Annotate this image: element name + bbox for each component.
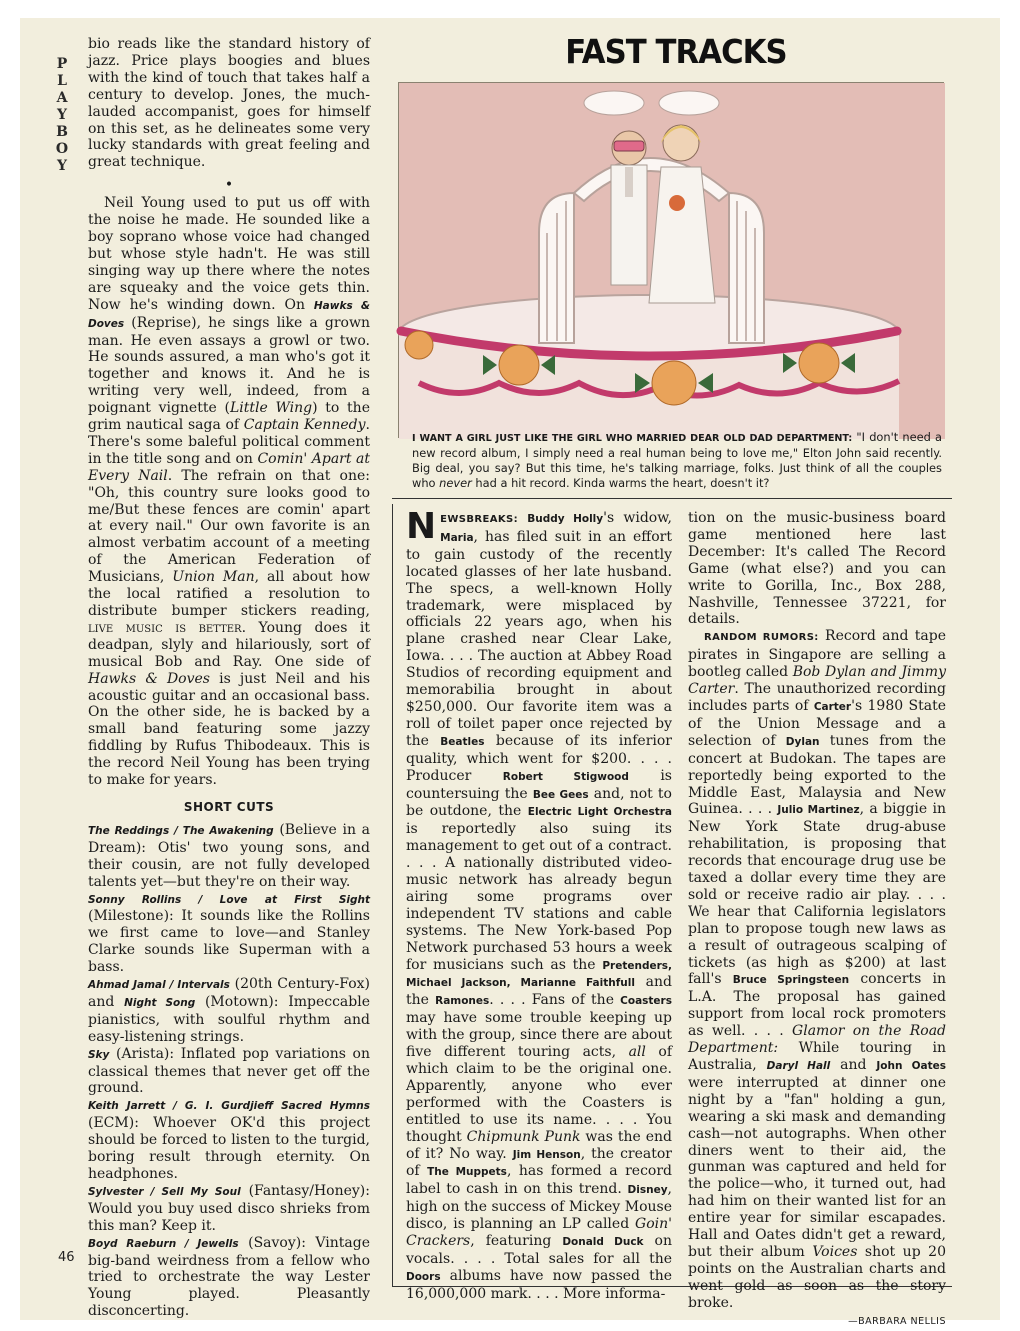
review-column: [88, 36, 370, 1320]
text-run: (Reprise), he sings like a grown man. He even assays a growl or two. He sounds assured, a man who's got it together and knows it. And he is writing very well, indeed, from a poignant vignette (: [88, 314, 370, 417]
text-run: 's widow,: [603, 510, 673, 526]
artist-name: Buddy Holly: [527, 513, 604, 525]
short-cut-text: (Savoy): Vintage big-band weirdness from a fellow who tried to orchestrate the way Lester Young played. Pleasantly disconcerting.: [88, 1234, 370, 1320]
artist-name: Electric Light Orchestra: [527, 806, 672, 819]
rumors-column: [688, 510, 946, 1331]
magazine-page: [20, 18, 1000, 1327]
author-byline: —BARBARA NELLIS: [848, 1315, 946, 1327]
artist-name: John Oates: [876, 1060, 946, 1072]
newsbreaks-paragraph: [406, 506, 673, 1303]
side-letter: A: [56, 90, 68, 106]
text-run: , high on the success of Mickey Mouse disco, is planning an LP called: [406, 1181, 672, 1233]
short-cut-text: (Arista): Inflated pop variations on classical themes that never get off the ground.: [88, 1045, 370, 1097]
short-cut-text: (Milestone): It sounds like the Rollins we first came to love—and Stanley Clarke sounds like Superman with a bass.: [88, 908, 370, 976]
short-cut-label: Sonny Rollins / Love at First Sight: [88, 893, 370, 906]
short-cut-item: [88, 822, 370, 891]
album-title: Chipmunk Punk: [466, 1128, 581, 1145]
person-name: Jim Henson: [512, 1148, 581, 1161]
artist-name: Daryl Hall: [766, 1060, 831, 1072]
artist-name: Doors: [406, 1270, 441, 1283]
text-run: was the end of it? No way.: [406, 1128, 672, 1162]
neil-young-review: [88, 195, 370, 789]
short-cut-item: [88, 1097, 370, 1183]
magazine-side-title: [54, 56, 70, 175]
short-cut-text: (ECM): Whoever OK'd this project should be forced to listen to the turgid, boring result through eternity. On headphones.: [88, 1115, 370, 1182]
text-run: , all about how the local ratified a resolution to distribute bumper stickers reading,: [88, 569, 370, 619]
box-left-rule: [392, 504, 393, 1286]
short-cut-label: Sky: [88, 1048, 110, 1061]
dove-right: [659, 91, 719, 115]
text-run: because of its inferior quality, which went for $200. . . . Producer: [406, 732, 672, 784]
short-cut-label: The Reddings / The Awakening: [88, 824, 274, 837]
text-run: , the creator of: [406, 1145, 672, 1180]
person-name: Maria: [440, 531, 474, 544]
short-cut-label: Keith Jarrett / G. I. Gurdjieff Sacred Hymns: [88, 1100, 370, 1113]
text-run: 's 1980 State of the Union Message and a selection of: [688, 697, 946, 749]
short-cut-text: (Fantasy/Honey): Would you buy used disco shrieks from this man? Keep it.: [88, 1182, 370, 1234]
caption-text: had a hit record. Kinda warms the heart, doesn't it?: [471, 476, 770, 490]
text-run: . The refrain on that one: "Oh, this country sure looks good to me/But these fences are comin' apart at every nail." Our own favorite is an almost verbatim account of a meeting of the American Federation of Musicians,: [88, 467, 370, 586]
short-cut-text: (Believe in a Dream): Otis' two young sons, and their cousin, are not fully developed talents yet—but they're on their way.: [88, 821, 370, 890]
text-run: may have some trouble keeping up with the group, since there are about five different touring acts,: [406, 1010, 672, 1061]
photo-caption: [412, 430, 942, 491]
album-title: Bob Dylan and Jimmy Carter: [688, 664, 946, 698]
drop-cap: N: [406, 506, 437, 547]
album-title: Goin' Crackers: [406, 1216, 672, 1250]
text-run: While touring in Australia,: [688, 1040, 946, 1073]
section-lead: RANDOM RUMORS:: [704, 632, 819, 644]
section-lead: EWSBREAKS:: [440, 514, 519, 525]
text-run: [518, 510, 527, 526]
text-run: . Young does it deadpan, slyly and hilariously, sort of musical Bob and Ray. One side of: [88, 619, 371, 670]
album-title: Voices: [812, 1243, 858, 1260]
groom-figure: [611, 131, 647, 285]
text-run: and the: [406, 974, 672, 1009]
text-run: and, not to be outdone, the: [406, 785, 672, 820]
random-rumors-paragraph: [688, 628, 946, 1311]
side-letter: Y: [57, 107, 67, 123]
person-name: Robert Stigwood: [502, 770, 629, 783]
short-cut-label: Night Song: [124, 996, 196, 1009]
company-name: Disney: [627, 1184, 668, 1197]
cake-topper-drawing: [399, 83, 945, 439]
short-cut-item: [88, 891, 370, 977]
text-run: of which claim to be the original one. Apparently, anyone who ever performed with the Coasters is entitled to use its name. . . . You thought: [406, 1044, 673, 1145]
section-bullet: •: [224, 177, 234, 194]
text-run: is just Neil and his acoustic guitar and an occasional bass. On the other side, he is backed by a small band featuring some jazzy fiddling by Rufus Thibodeaux. This is the record Neil Young has been trying to make for years.: [88, 670, 370, 789]
artist-name: Bee Gees: [532, 788, 589, 801]
artist-name: The Muppets: [427, 1166, 507, 1179]
text-run: on vocals. . . . Total sales for all the: [406, 1233, 672, 1267]
short-cut-label: Ahmad Jamal / Intervals: [88, 979, 230, 992]
short-cut-label: Boyd Raeburn / Jewells: [88, 1237, 239, 1250]
artist-name: Dylan: [785, 735, 820, 748]
text-run: , a biggie in New York State drug-abuse rehabilitation, is proposing that records that encourage drug use be taxed a dollar every time they are sold or receive radio air play. . . . We hear that California legislators plan to propose tough new laws as a result of outrageous scalping of tickets (as high as $200) at last fall's: [688, 801, 946, 988]
artist-name: Bruce Springsteen: [732, 974, 850, 987]
person-name: Carter: [813, 700, 852, 713]
artist-name: Beatles: [440, 735, 485, 748]
text-run: concerts in L.A. The proposal has gained support from local rock promoters as well. . . .: [688, 971, 946, 1040]
review-intro-paragraph: bio reads like the standard history of jazz. Price plays boogies and blues with the kind of touch that takes half a century to develop. Jones, the much-lauded accompanist, goes for himself on this set, as he delineates some very lucky standards with great feeling and great technique.: [88, 36, 370, 171]
text-run: tunes from the concert at Budokan. The tapes are reportedly being exported to the Middle East, Malaysia and New Guinea. . . .: [688, 732, 946, 818]
person-name: Julio Martinez: [777, 804, 860, 817]
side-letter: L: [57, 73, 67, 89]
text-run: were interrupted at dinner one night by a "fan" holding a gun, wearing a ski mask and demanding cash—not autographs. When other diners went to their aid, the gunman was captured and held for the police—who, it turned out, had had him on their wanted list for an entire year for similar escapades. Hall and Oates didn't get a reward, but their album: [688, 1074, 946, 1260]
caption-text: "I don't need a new record album, I simply need a real human being to love me," Elton John said recently. Big deal, you say? But this time, he's talking marriage, folks. Just think of all the couples who: [412, 430, 942, 490]
text-run: , has formed a record label to cash in on this trend.: [406, 1163, 673, 1198]
caption-emphasis: never: [439, 476, 472, 490]
song-title: Union Man: [172, 569, 255, 586]
short-cut-label: Sylvester / Sell My Soul: [88, 1185, 241, 1198]
text-run: . The unauthorized recording includes parts of: [688, 681, 946, 714]
short-cut-item: [88, 976, 370, 1046]
text-run: ) to the grim nautical saga of: [88, 400, 370, 434]
text-run: Record and tape pirates in Singapore are selling a bootleg called: [688, 628, 946, 681]
dove-left: [584, 91, 644, 115]
text-run: is countersuing the: [406, 767, 672, 802]
department-title: Glamor on the Road Department:: [688, 1023, 946, 1057]
short-cut-item: [88, 1235, 370, 1321]
artist-name: Pretenders, Michael Jackson, Marianne Faithfull: [406, 959, 672, 990]
text-run: is reportedly also suing its management to get out of a contract. . . . A nationally distributed video-music network has already begun airing some programs over independent TV stations and cable systems. The New York-based Pop Network purchased 53 hours a week for musicians such as the: [406, 821, 672, 973]
caption-lead: I WANT A GIRL JUST LIKE THE GIRL WHO MARRIED DEAR OLD DAD DEPARTMENT:: [412, 433, 853, 444]
song-title: Little Wing: [229, 400, 313, 417]
album-title: Hawks & Doves: [88, 299, 370, 330]
section-title: FAST TRACKS: [565, 32, 787, 71]
text-run: shot up 20 points on the Australian charts and went gold as soon as the story broke.: [688, 1243, 946, 1311]
side-letter: P: [56, 56, 68, 72]
text-run: albums have now passed the 16,000,000 mark. . . . More informa-: [406, 1267, 672, 1302]
text-run: . . . . Fans of the: [489, 992, 621, 1009]
short-cut-item: [88, 1183, 370, 1235]
short-cut-text: (Motown): Impeccable pianistics, with soulful rhythm and easy-listening strings.: [88, 993, 370, 1045]
side-letter: B: [56, 124, 68, 140]
short-cut-text: (20th Century-Fox) and: [88, 976, 370, 1010]
continued-paragraph: tion on the music-business board game mentioned here last December: It's called The Record Game (what else?) and you can write to Gorilla, Inc., Box 288, Nashville, Tennessee 37221, for details.: [688, 510, 946, 628]
artist-name: Donald Duck: [562, 1236, 644, 1249]
album-title: Hawks & Doves: [88, 670, 210, 687]
text-run: . There's some baleful political comment in the title song and on: [88, 417, 370, 467]
wedding-cake-illustration: [398, 82, 944, 438]
short-cuts-heading: SHORT CUTS: [183, 799, 275, 814]
box-top-rule: [392, 498, 952, 499]
song-title: Comin' Apart at Every Nail: [88, 450, 370, 484]
artist-name: Ramones: [435, 995, 490, 1008]
bumper-sticker-text: live music is better: [88, 619, 242, 636]
side-letter: Y: [57, 158, 67, 174]
short-cut-item: [88, 1046, 370, 1098]
text-run: and: [830, 1057, 877, 1073]
text-run: Neil Young used to put us off with the noise he made. He sounded like a boy soprano whose voice had changed but whose style hadn't. He was still singing way up there where the notes are squeaky and the voice gets thin. Now he's winding down. On: [88, 195, 370, 313]
text-run: , has filed suit in an effort to gain custody of the recently located glasses of her late husband. The specs, a well-known Holly trademark, were misplaced by officials 22 years ago, when his plane crashed near Clear Lake, Iowa. . . . The auction at Abbey Road Studios of recording equipment and memorabilia brought in about $250,000. Our favorite item was a roll of toilet paper once rejected by the: [406, 528, 672, 749]
page-number: 46: [58, 1250, 75, 1265]
emphasis: all: [628, 1044, 646, 1061]
text-run: , featuring: [470, 1233, 563, 1250]
newsbreaks-column: [406, 506, 673, 1303]
song-title: Captain Kennedy: [243, 417, 366, 434]
side-letter: O: [55, 141, 69, 157]
artist-name: Coasters: [620, 995, 672, 1008]
